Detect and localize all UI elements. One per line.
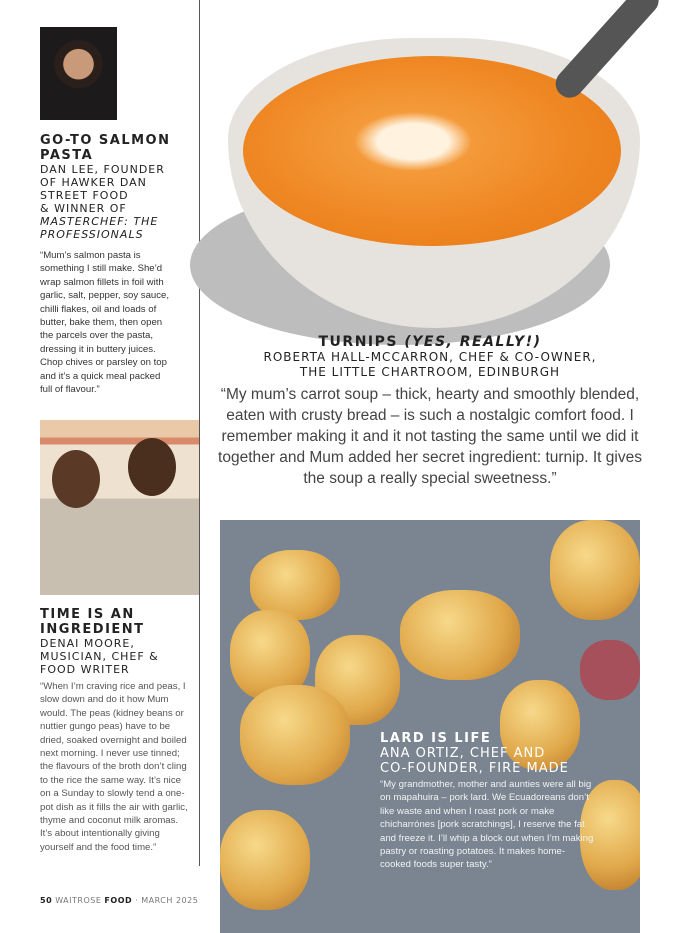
- byline-line: & WINNER OF: [40, 202, 127, 215]
- article-quote: “My grandmother, mother and aunties were all big on mapahuira – pork lard. We Ecuadoreans don’t like waste and when I roast pork or make chicharrónes [pork scratchings], I reserve the fat and freeze it. I’ll whip a block out when I’m making pastry or roasting potatoes. It makes home-cooked foods super tasty.”: [380, 779, 594, 871]
- title-text: TURNIPS: [318, 334, 398, 350]
- lard-article: [380, 731, 620, 872]
- byline-line: DAN LEE, FOUNDER: [40, 163, 165, 176]
- byline-line: MASTERCHEF: THE: [40, 215, 159, 228]
- article-quote: “When I’m craving rice and peas, I slow down and do it how Mum would. The peas (kidney beans or nuttier gungo peas) have to be dried, soaked overnight and boiled next morning. I never use tinned; the flavours of the broth don’t cling to the rice the same way. It’s nice on a Sunday to slowly tend a one-pot dish as it fills the air with garlic, thyme and coconut milk aromas. It’s about intentionally giving yourself and the food time.”: [40, 681, 188, 853]
- byline-line: OF HAWKER DAN: [40, 176, 147, 189]
- turnips-article: [215, 335, 645, 489]
- article-title: LARD IS LIFE: [380, 731, 492, 746]
- byline: ROBERTA HALL-MCCARRON, CHEF & CO-OWNER,: [263, 350, 597, 364]
- issue-date: · MARCH 2025: [135, 896, 199, 905]
- byline: ANA ORTIZ, CHEF AND: [380, 746, 546, 761]
- page-number: 50: [40, 896, 53, 905]
- article-title: GO-TO SALMON PASTA: [40, 133, 171, 163]
- article-quote: “Mum’s salmon pasta is something I still make. She’d wrap salmon fillets in foil with garlic, salt, pepper, soy sauce, chilli flakes, oil and loads of butter, bake them, then open the parcels over the pasta, dressing it in buttery juices. Chop chives or parsley on top and it’s a quick meal packed full of flavour.”: [40, 250, 170, 396]
- magazine-brand: WAITROSE: [55, 896, 102, 905]
- denai-moore-photo: [40, 420, 199, 595]
- byline: THE LITTLE CHARTROOM, EDINBURGH: [299, 365, 561, 379]
- page-footer: [40, 896, 198, 905]
- dan-lee-photo: [40, 27, 117, 120]
- salmon-pasta-article: [40, 133, 200, 396]
- article-title: TIME IS AN INGREDIENT: [40, 607, 145, 637]
- article-quote: “My mum’s carrot soup – thick, hearty and smoothly blended, eaten with crusty bread – is such a nostalgic comfort food. I remember making it and it not tasting the same until we did it together and Mum added her secret ingredient: turnip. It gives the soup a really special sweetness.”: [218, 386, 642, 487]
- byline: [40, 163, 200, 241]
- magazine-brand-bold: FOOD: [104, 896, 133, 905]
- byline: CO-FOUNDER, FIRE MADE: [380, 761, 569, 776]
- article-title: [215, 335, 645, 350]
- byline-line: STREET FOOD: [40, 189, 129, 202]
- byline-line: PROFESSIONALS: [40, 228, 144, 241]
- rice-peas-article: [40, 607, 198, 854]
- byline: DENAI MOORE, MUSICIAN, CHEF & FOOD WRITER: [40, 637, 159, 676]
- title-italic: (YES, REALLY!): [404, 334, 542, 350]
